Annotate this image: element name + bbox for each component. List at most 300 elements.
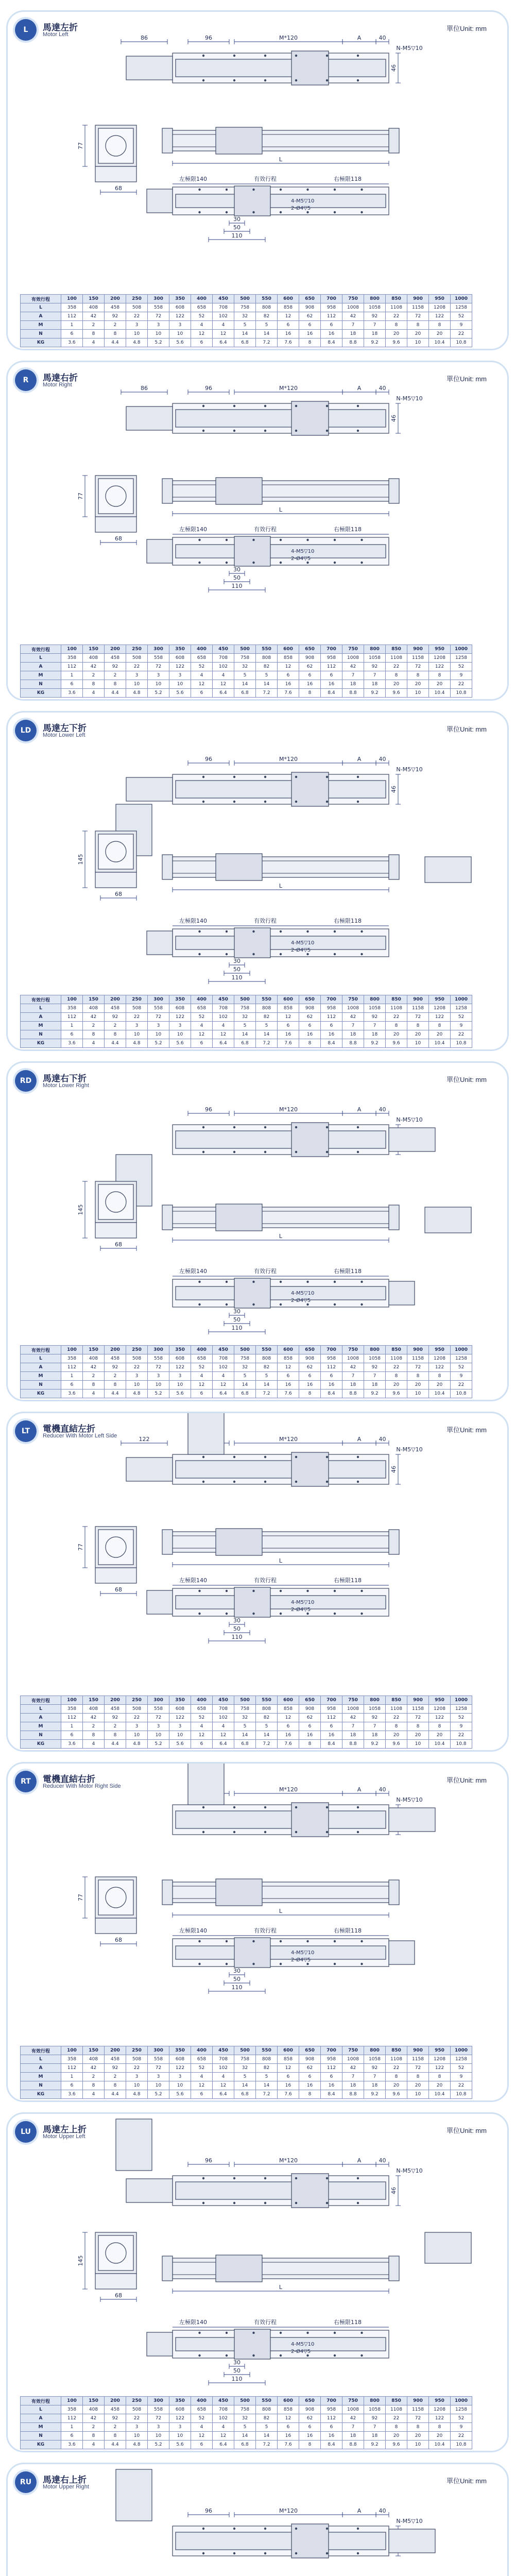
value-cell: 16	[299, 2081, 321, 2090]
stroke-cell: 250	[126, 2046, 148, 2055]
top-rail-screw	[295, 55, 297, 57]
stroke-cell: 200	[105, 1696, 126, 1705]
value-cell: 3.6	[61, 1389, 83, 1398]
value-cell: 1	[61, 2423, 83, 2432]
bottom-rail-screw	[252, 189, 254, 191]
side-rail-carriage	[216, 1879, 262, 1906]
dimension-drawing	[8, 362, 510, 640]
stroke-cell: 850	[386, 1696, 407, 1705]
bottom-rail-screw	[280, 1303, 282, 1306]
value-cell: 7.6	[278, 2090, 299, 2099]
dim-a-label: A	[357, 1436, 362, 1443]
table-header-row	[21, 645, 472, 654]
value-cell: 6	[321, 321, 342, 330]
value-cell: 102	[213, 1714, 234, 1722]
stroke-cell: 450	[213, 1346, 234, 1354]
bottom-rail-screw	[280, 1590, 282, 1592]
stroke-cell: 250	[126, 1696, 148, 1705]
stroke-cell: 150	[83, 2046, 105, 2055]
side-end-cap	[389, 1880, 399, 1905]
bottom-rail-screw	[306, 1963, 308, 1965]
value-cell: 20	[429, 1030, 451, 1039]
value-cell: 102	[213, 663, 234, 671]
value-cell: 22	[451, 1731, 472, 1740]
end-view-inner	[98, 1530, 133, 1565]
value-cell: 16	[321, 330, 342, 338]
stroke-cell: 400	[191, 2046, 213, 2055]
value-cell: 5.6	[169, 338, 191, 347]
value-cell: 3	[148, 2073, 169, 2081]
top-rail-screw	[326, 430, 328, 432]
section-title-cn: 電機直結左折	[43, 1424, 95, 1434]
value-cell: 7.2	[256, 1740, 278, 1749]
config-section-lu	[6, 2112, 509, 2452]
value-cell: 1108	[386, 654, 407, 663]
side-end-cap	[162, 1880, 173, 1905]
value-cell: 1108	[386, 2405, 407, 2414]
value-cell: 8	[386, 2073, 407, 2081]
stroke-cell: 450	[213, 645, 234, 654]
value-cell: 1108	[386, 303, 407, 312]
row-label: N	[21, 1731, 61, 1740]
value-cell: 14	[256, 680, 278, 689]
value-cell: 8	[299, 1039, 321, 1048]
top-rail-screw	[233, 2528, 235, 2530]
value-cell: 12	[191, 330, 213, 338]
bottom-rail-screw	[252, 539, 254, 541]
unit-label: 單位Unit: mm	[446, 2477, 487, 2485]
value-cell: 6	[278, 1022, 299, 1030]
stroke-cell: 950	[429, 2046, 451, 2055]
stroke-cell: 250	[126, 2397, 148, 2405]
value-cell: 4	[213, 2073, 234, 2081]
end-view-inner	[98, 834, 133, 869]
value-cell: 3	[126, 321, 148, 330]
value-cell: 14	[256, 330, 278, 338]
value-cell: 558	[148, 2405, 169, 2414]
section-title-en: Motor Right	[43, 382, 72, 388]
value-cell: 5	[234, 321, 256, 330]
stroke-cell: 750	[342, 295, 364, 303]
bottom-rail-screw	[226, 1590, 228, 1592]
dim-top-left-label: 86	[141, 35, 148, 41]
value-cell: 858	[278, 1354, 299, 1363]
value-cell: 8	[83, 680, 105, 689]
top-rail-screw	[357, 1151, 359, 1153]
value-cell: 8	[105, 1731, 126, 1740]
value-cell: 4	[213, 321, 234, 330]
value-cell: 42	[83, 1363, 105, 1372]
value-cell: 10.4	[429, 1389, 451, 1398]
top-rail-screw	[295, 1806, 297, 1808]
row-label: L	[21, 654, 61, 663]
value-cell: 22	[126, 663, 148, 671]
value-cell: 52	[451, 2064, 472, 2073]
table-row	[21, 1731, 472, 1740]
dim-height-label: 46	[390, 786, 397, 793]
bottom-rail-screw	[360, 189, 363, 191]
value-cell: 6	[299, 1372, 321, 1381]
value-cell: 3	[126, 1022, 148, 1030]
value-cell: 18	[342, 1381, 364, 1389]
config-badge-icon: L	[15, 19, 37, 41]
value-cell: 9.6	[386, 1039, 407, 1048]
top-rail-screw	[326, 1806, 328, 1808]
value-cell: 20	[386, 2081, 407, 2090]
value-cell: 12	[278, 1013, 299, 1022]
value-cell: 1008	[342, 2055, 364, 2064]
top-rail-slot	[176, 2532, 386, 2550]
value-cell: 92	[364, 1714, 386, 1722]
dim-top-mid-label: 96	[205, 2507, 212, 2514]
value-cell: 10	[169, 2432, 191, 2441]
side-end-cap	[389, 1530, 399, 1554]
value-cell: 1058	[364, 1705, 386, 1714]
end-view-base	[95, 2274, 136, 2289]
value-cell: 22	[451, 1381, 472, 1389]
bottom-rail-screw	[306, 1940, 308, 1942]
stroke-cell: 850	[386, 295, 407, 303]
value-cell: 5	[234, 1372, 256, 1381]
value-cell: 9.6	[386, 689, 407, 698]
dim-a-label: A	[357, 756, 362, 762]
top-rail-screw	[233, 2202, 235, 2204]
stroke-cell: 800	[364, 1696, 386, 1705]
table-row	[21, 1363, 472, 1372]
stroke-cell: 500	[234, 645, 256, 654]
row-label: M	[21, 671, 61, 680]
table-row	[21, 2073, 472, 2081]
stroke-cell: 150	[83, 2397, 105, 2405]
value-cell: 5	[234, 671, 256, 680]
value-cell: 22	[126, 1013, 148, 1022]
value-cell: 20	[386, 1030, 407, 1039]
spec-table	[20, 1696, 472, 1749]
value-cell: 22	[386, 1714, 407, 1722]
value-cell: 112	[321, 2414, 342, 2423]
value-cell: 3	[126, 671, 148, 680]
value-cell: 10.4	[429, 1039, 451, 1048]
value-cell: 1158	[407, 1354, 429, 1363]
value-cell: 658	[191, 2055, 213, 2064]
bottom-rail-screw	[198, 1303, 200, 1306]
bottom-rail-screw	[334, 1940, 336, 1942]
value-cell: 508	[126, 1354, 148, 1363]
motor-body	[126, 406, 173, 430]
top-rail-slot	[176, 410, 386, 427]
bottom-rail-screw	[334, 211, 336, 213]
top-rail-screw	[233, 1831, 235, 1833]
value-cell: 32	[234, 1363, 256, 1372]
value-cell: 6	[61, 1381, 83, 1389]
value-cell: 122	[429, 1714, 451, 1722]
spec-table	[20, 995, 472, 1048]
value-cell: 2	[83, 1722, 105, 1731]
value-cell: 9.2	[364, 2090, 386, 2099]
value-cell: 3.6	[61, 689, 83, 698]
dim-pitch-label: M*120	[279, 1436, 298, 1443]
top-rail-screw	[357, 1456, 359, 1458]
stroke-cell: 400	[191, 2397, 213, 2405]
value-cell: 9.6	[386, 2090, 407, 2099]
config-section-rd	[6, 1061, 509, 1401]
dim-right-limit: 右極限118	[334, 526, 362, 533]
value-cell: 10	[148, 330, 169, 338]
value-cell: 9.6	[386, 338, 407, 347]
value-cell: 8	[386, 1372, 407, 1381]
value-cell: 2	[105, 321, 126, 330]
table-header-row	[21, 2046, 472, 2055]
dim-holes-label: N-M5▽10	[396, 1116, 423, 1123]
value-cell: 2	[105, 2073, 126, 2081]
value-cell: 92	[364, 663, 386, 671]
bottom-rail-screw	[334, 1281, 336, 1283]
stroke-cell: 300	[148, 995, 169, 1004]
top-rail-screw	[264, 1151, 266, 1153]
dim-50-label: 50	[233, 2367, 241, 2374]
value-cell: 72	[407, 1363, 429, 1372]
stroke-cell: 1000	[451, 295, 472, 303]
stroke-cell: 400	[191, 1346, 213, 1354]
value-cell: 6.4	[213, 689, 234, 698]
value-cell: 8	[386, 1022, 407, 1030]
value-cell: 5	[234, 2423, 256, 2432]
value-cell: 358	[61, 1705, 83, 1714]
value-cell: 1058	[364, 1354, 386, 1363]
top-rail-screw	[264, 1456, 266, 1458]
bottom-rail-screw	[280, 953, 282, 955]
value-cell: 20	[429, 1381, 451, 1389]
value-cell: 10.8	[451, 2441, 472, 2449]
value-cell: 14	[234, 680, 256, 689]
value-cell: 4.8	[126, 1389, 148, 1398]
stroke-cell: 850	[386, 2046, 407, 2055]
value-cell: 12	[213, 2081, 234, 2090]
value-cell: 758	[234, 1705, 256, 1714]
dim-length-label: L	[279, 2284, 283, 2291]
value-cell: 6	[321, 1722, 342, 1731]
table-row	[21, 2432, 472, 2441]
bottom-rail-screw	[252, 953, 254, 955]
section-title-cn: 馬達右上折	[43, 2475, 87, 2485]
value-cell: 8	[105, 330, 126, 338]
bottom-rail-screw	[198, 189, 200, 191]
value-cell: 608	[169, 2405, 191, 2414]
value-cell: 1208	[429, 2405, 451, 2414]
dim-30-label: 30	[233, 566, 241, 573]
stroke-cell: 100	[61, 1696, 83, 1705]
value-cell: 858	[278, 654, 299, 663]
value-cell: 6	[191, 1039, 213, 1048]
bottom-rail-screw	[198, 562, 200, 564]
value-cell: 122	[429, 1013, 451, 1022]
top-rail-screw	[357, 55, 359, 57]
value-cell: 5.2	[148, 689, 169, 698]
end-view-inner	[98, 1184, 133, 1219]
value-cell: 5.2	[148, 1389, 169, 1398]
dim-stroke: 有效行程	[254, 1927, 277, 1934]
top-rail-screw	[202, 2528, 204, 2530]
value-cell: 122	[169, 1013, 191, 1022]
value-cell: 52	[451, 1013, 472, 1022]
value-cell: 12	[278, 2414, 299, 2423]
value-cell: 42	[83, 1013, 105, 1022]
value-cell: 958	[321, 654, 342, 663]
stroke-cell: 850	[386, 2397, 407, 2405]
value-cell: 18	[364, 1731, 386, 1740]
config-badge-icon: R	[15, 369, 37, 391]
bottom-motor-body	[147, 2332, 173, 2356]
bottom-rail-screw	[252, 1963, 254, 1965]
value-cell: 1	[61, 1372, 83, 1381]
table-header-row	[21, 295, 472, 303]
stroke-cell: 300	[148, 295, 169, 303]
stroke-cell: 650	[299, 1696, 321, 1705]
value-cell: 658	[191, 654, 213, 663]
row-label: A	[21, 663, 61, 671]
value-cell: 9.6	[386, 1740, 407, 1749]
value-cell: 20	[407, 2432, 429, 2441]
dim-right-limit: 右極限118	[334, 1268, 362, 1275]
config-section-l	[6, 10, 509, 350]
dim-hole-pin: 2-Ø4▽5	[291, 1957, 311, 1963]
bottom-rail-slot	[176, 1946, 386, 1959]
unit-label: 單位Unit: mm	[446, 1426, 487, 1434]
row-label: A	[21, 2064, 61, 2073]
dim-right-limit: 右極限118	[334, 918, 362, 924]
value-cell: 12	[191, 2081, 213, 2090]
motor-up-body	[116, 2119, 152, 2171]
top-rail-screw	[202, 776, 204, 778]
top-rail-screw	[357, 430, 359, 432]
bottom-rail-screw	[198, 2332, 200, 2334]
value-cell: 858	[278, 2055, 299, 2064]
top-rail-screw	[233, 55, 235, 57]
value-cell: 22	[126, 2414, 148, 2423]
bottom-rail-screw	[198, 539, 200, 541]
top-rail-screw	[295, 1831, 297, 1833]
value-cell: 658	[191, 1354, 213, 1363]
value-cell: 10	[407, 1389, 429, 1398]
stroke-cell: 700	[321, 295, 342, 303]
value-cell: 4.4	[105, 1039, 126, 1048]
dim-side-w-label: 68	[115, 1586, 122, 1593]
value-cell: 708	[213, 1705, 234, 1714]
value-cell: 358	[61, 1354, 83, 1363]
value-cell: 558	[148, 1004, 169, 1013]
value-cell: 1058	[364, 303, 386, 312]
value-cell: 8.8	[342, 1389, 364, 1398]
table-row	[21, 1381, 472, 1389]
value-cell: 10	[169, 330, 191, 338]
stroke-cell: 200	[105, 1346, 126, 1354]
side-rail	[173, 481, 389, 501]
value-cell: 908	[299, 303, 321, 312]
value-cell: 14	[234, 2081, 256, 2090]
dim-pitch-label: M*120	[279, 1106, 298, 1113]
value-cell: 908	[299, 1354, 321, 1363]
value-cell: 3	[126, 1372, 148, 1381]
top-rail-screw	[357, 1831, 359, 1833]
table-row	[21, 1039, 472, 1048]
value-cell: 112	[321, 312, 342, 321]
value-cell: 3	[169, 321, 191, 330]
value-cell: 32	[234, 1013, 256, 1022]
top-rail-screw	[357, 2552, 359, 2554]
value-cell: 14	[234, 1381, 256, 1389]
dim-stroke: 有效行程	[254, 918, 277, 924]
stroke-cell: 150	[83, 995, 105, 1004]
side-end-cap	[389, 479, 399, 503]
value-cell: 2	[83, 1022, 105, 1030]
stroke-cell: 300	[148, 2046, 169, 2055]
value-cell: 8.4	[321, 338, 342, 347]
value-cell: 14	[234, 330, 256, 338]
value-cell: 9	[451, 321, 472, 330]
dim-length-label: L	[279, 1557, 283, 1564]
value-cell: 52	[191, 1013, 213, 1022]
top-rail-screw	[233, 1456, 235, 1458]
stroke-cell: 1000	[451, 2397, 472, 2405]
top-rail-screw	[233, 2552, 235, 2554]
table-row	[21, 1354, 472, 1363]
value-cell: 3	[126, 2423, 148, 2432]
value-cell: 608	[169, 1354, 191, 1363]
row-label: L	[21, 1354, 61, 1363]
value-cell: 4	[83, 689, 105, 698]
stroke-cell: 500	[234, 2046, 256, 2055]
value-cell: 558	[148, 303, 169, 312]
end-view-inner	[98, 479, 133, 514]
value-cell: 1008	[342, 1705, 364, 1714]
motor-body	[389, 1808, 435, 1832]
value-cell: 102	[213, 2414, 234, 2423]
value-cell: 9.2	[364, 689, 386, 698]
value-cell: 6	[321, 2423, 342, 2432]
value-cell: 10	[169, 680, 191, 689]
value-cell: 92	[105, 1714, 126, 1722]
value-cell: 6	[191, 2090, 213, 2099]
value-cell: 9.2	[364, 1039, 386, 1048]
value-cell: 608	[169, 1004, 191, 1013]
dim-holes-label: N-M5▽10	[396, 2518, 423, 2524]
value-cell: 92	[105, 1013, 126, 1022]
side-rail-carriage	[216, 127, 262, 154]
value-cell: 10	[126, 2432, 148, 2441]
value-cell: 4.8	[126, 1740, 148, 1749]
value-cell: 18	[342, 2081, 364, 2090]
row-label: L	[21, 303, 61, 312]
side-rail-carriage	[216, 2255, 262, 2282]
value-cell: 82	[256, 1363, 278, 1372]
side-rail	[173, 1532, 389, 1552]
value-cell: 558	[148, 2055, 169, 2064]
section-title-en: Reducer With Motor Right Side	[43, 1783, 121, 1789]
value-cell: 82	[256, 312, 278, 321]
value-cell: 8.8	[342, 689, 364, 698]
value-cell: 16	[321, 1381, 342, 1389]
stroke-cell: 1000	[451, 995, 472, 1004]
value-cell: 92	[105, 2414, 126, 2423]
dim-side-h-label: 77	[77, 142, 84, 149]
value-cell: 18	[364, 1030, 386, 1039]
motor-body	[389, 2529, 435, 2553]
value-cell: 8.4	[321, 1389, 342, 1398]
stroke-cell: 500	[234, 995, 256, 1004]
top-rail-screw	[202, 2202, 204, 2204]
stroke-cell: 600	[278, 295, 299, 303]
top-rail-screw	[202, 1151, 204, 1153]
